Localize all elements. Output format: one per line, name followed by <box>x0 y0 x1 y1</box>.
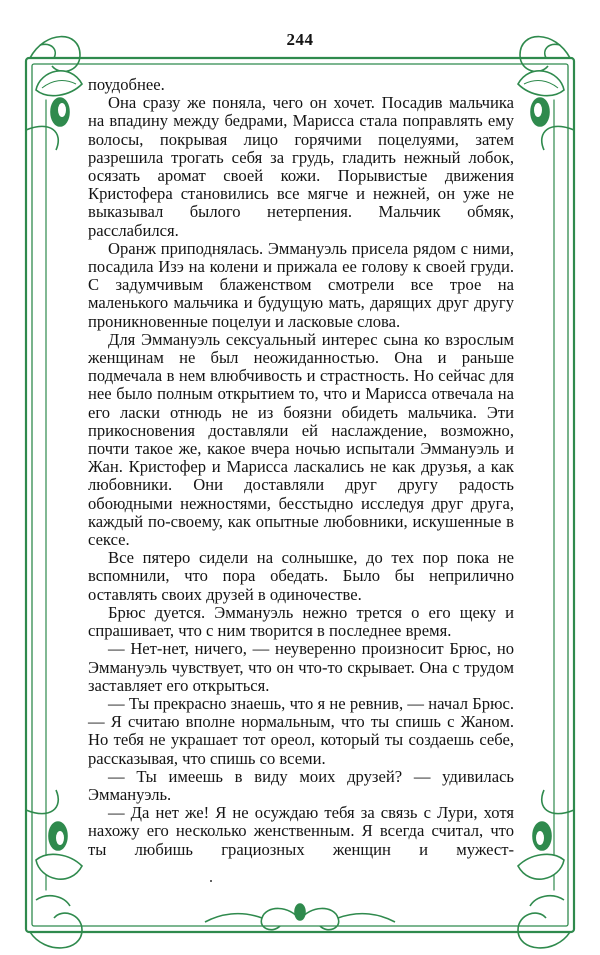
paragraph: поудобнее. <box>88 75 165 94</box>
corner-ornament-top-left <box>26 37 82 150</box>
print-speck <box>210 880 212 882</box>
paragraph: Она сразу же поняла, чего он хочет. Посадив мальчика на впадину между бедрами, Марисса стала поправлять ему волосы, покрывая лицо горячими поцелуями, затем разрешила трогать себя за грудь, гладить нежный лобок, осязать аромат своей кожи. Порывистые движения Кристофера становились все мягче и нежней, он уже не выказывал былого нетерпения. Мальчик обмяк, расслабился. <box>88 93 514 240</box>
paragraph: — Нет-нет, ничего, — неуверенно произносит Брюс, но Эммануэль чувствует, что он что-то скрывает. Она с трудом заставляет его открыться. <box>88 639 514 695</box>
paragraph: — Ты прекрасно знаешь, что я не ревнив, — начал Брюс. — Я считаю вполне нормальным, что ты спишь с Жаном. Но тебя не украшает тот ореол, который ты создаешь себе, рассказывая, что спишь со всеми. <box>88 693 514 768</box>
paragraph: — Ты имеешь в виду моих друзей? — удивилась Эммануэль. <box>88 766 514 804</box>
paragraph: Брюс дуется. Эммануэль нежно трется о его щеку и спрашивает, что с ним творится в последнее время. <box>88 602 514 641</box>
page-number: 244 <box>286 30 314 49</box>
paragraph: Все пятеро сидели на солнышке, до тех пор пока не вспомнили, что пора обедать. Было бы неприлично оставлять своих друзей в одиночестве. <box>88 548 514 604</box>
corner-ornament-bottom-right <box>518 790 574 948</box>
corner-ornament-top-right <box>518 37 574 150</box>
paragraph: Для Эммануэль сексуальный интерес сына ко взрослым женщинам не был неожиданностью. Она и раньше подмечала в нем влюбчивость и страстность. Но сейчас для нее было полным открытием то, что и Марисса отвечала на его ласки отнюдь не из боязни обидеть мальчика. Эти прикосновения доставляли ей наслаждение, возможно, почти такое же, какое вчера ночью испытали Эммануэль и Жан. Кристофер и Марисса ласкались не как друзья, а как любовники. Они доставляли друг другу радость обоюдными нежностями, бесстыдно исследуя друг друга, каждый по-своему, как опытные любовники, искушенные в сексе. <box>88 329 514 550</box>
paragraph: Оранж приподнялась. Эммануэль присела рядом с ними, посадила Изэ на колени и прижала ее голову к своей груди. С задумчивым блаженством смотрели все трое на маленького мальчика и будущую мать, дарящих друг другу проникновенные поцелуи и ласковые слова. <box>88 238 514 331</box>
body-text <box>88 76 514 859</box>
paragraph: — Да нет же! Я не осуждаю тебя за связь с Лури, хотя нахожу его несколько женственным. Я всегда считал, что ты любишь грациозных женщин и мужест- <box>88 803 514 859</box>
corner-ornament-bottom-left <box>26 790 82 948</box>
